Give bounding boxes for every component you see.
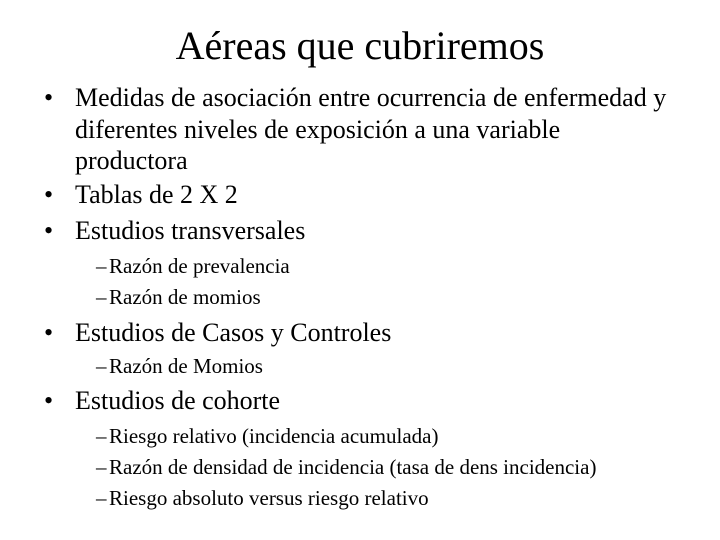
dash-marker: – <box>96 486 107 510</box>
bullet-item <box>44 317 684 349</box>
bullet-item <box>44 215 684 247</box>
sub-bullet-item <box>96 421 696 452</box>
sub-bullet-text: Razón de densidad de incidencia (tasa de dens incidencia) <box>109 455 597 479</box>
sub-bullet-item <box>96 282 696 313</box>
bullet-marker: • <box>44 180 54 209</box>
sub-bullet-text: Riesgo absoluto versus riesgo relativo <box>109 486 429 510</box>
slide-title: Aéreas que cubriremos <box>175 23 545 68</box>
dash-marker: – <box>96 455 107 479</box>
bullet-marker: • <box>44 318 54 347</box>
bullet-item <box>44 179 684 211</box>
dash-marker: – <box>96 254 107 278</box>
sub-bullet-text: Razón de prevalencia <box>109 254 290 278</box>
sub-bullet-text: Razón de momios <box>109 285 261 309</box>
bullet-text: Medidas de asociación entre ocurrencia de enfermedad y diferentes niveles de exposición a una variable productora <box>75 83 667 175</box>
sub-bullet-item <box>96 483 696 514</box>
bullet-marker: • <box>44 386 54 415</box>
bullet-text: Estudios de cohorte <box>75 386 281 415</box>
bullet-item <box>44 385 684 417</box>
dash-marker: – <box>96 424 107 448</box>
bullet-text: Estudios de Casos y Controles <box>75 318 392 347</box>
bullet-marker: • <box>44 216 54 245</box>
dash-marker: – <box>96 354 107 378</box>
bullet-text: Estudios transversales <box>75 216 306 245</box>
sub-bullet-text: Razón de Momios <box>109 354 263 378</box>
sub-bullet-text: Riesgo relativo (incidencia acumulada) <box>109 424 439 448</box>
bullet-text: Tablas de 2 X 2 <box>75 180 238 209</box>
bullet-item <box>44 82 684 177</box>
sub-bullet-item <box>96 251 696 282</box>
bullet-marker: • <box>44 83 54 112</box>
dash-marker: – <box>96 285 107 309</box>
sub-bullet-item <box>96 351 696 382</box>
sub-bullet-item <box>96 452 696 483</box>
